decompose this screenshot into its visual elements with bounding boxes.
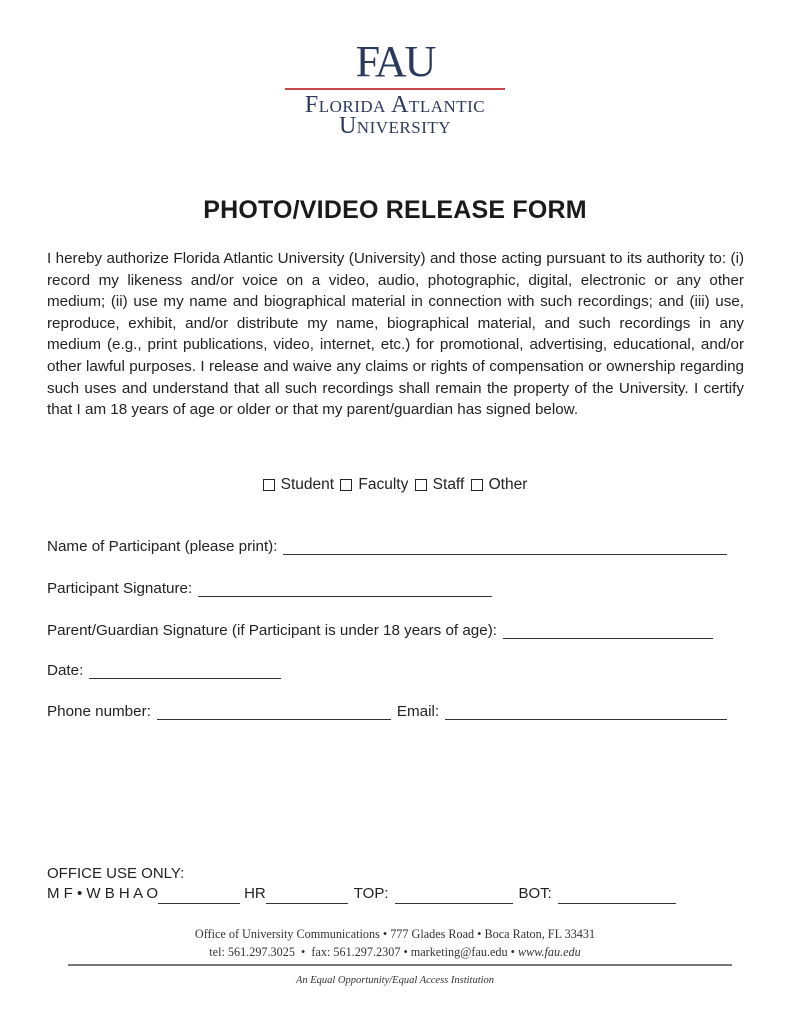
faculty-checkbox[interactable] bbox=[340, 479, 352, 491]
logo-letters: FAU bbox=[355, 37, 435, 86]
form-title: PHOTO/VIDEO RELEASE FORM bbox=[203, 196, 587, 224]
role-option-staff[interactable] bbox=[415, 476, 465, 494]
fau-logo bbox=[285, 37, 505, 139]
equal-opportunity-statement: An Equal Opportunity/Equal Access Institution bbox=[295, 975, 495, 986]
fau-logo-mark bbox=[285, 37, 505, 86]
phone-label: Phone number: bbox=[47, 703, 151, 720]
participant-name-input[interactable] bbox=[283, 540, 727, 555]
email-input[interactable] bbox=[445, 705, 727, 720]
faculty-label: Faculty bbox=[358, 476, 409, 493]
email-label: Email: bbox=[396, 703, 440, 720]
logo-university-name-line1: Florida Atlantic bbox=[304, 92, 486, 118]
student-label: Student bbox=[280, 476, 335, 493]
bot-input[interactable] bbox=[558, 890, 676, 904]
date-field bbox=[47, 662, 281, 679]
date-label: Date: bbox=[47, 662, 84, 679]
staff-label: Staff bbox=[432, 476, 465, 493]
parent-signature-input[interactable] bbox=[503, 624, 713, 639]
other-label: Other bbox=[488, 476, 528, 493]
role-option-faculty[interactable] bbox=[340, 476, 408, 494]
top-input[interactable] bbox=[395, 890, 513, 904]
hr-input[interactable] bbox=[266, 890, 348, 904]
role-option-other[interactable] bbox=[471, 476, 528, 494]
participant-signature-label: Participant Signature: bbox=[47, 580, 193, 597]
logo-red-rule bbox=[285, 88, 505, 90]
office-codes: M F • W B H A O bbox=[47, 885, 159, 902]
role-checkbox-group bbox=[0, 476, 790, 496]
participant-name-field bbox=[47, 538, 727, 555]
phone-input[interactable] bbox=[157, 705, 391, 720]
bot-label: BOT: bbox=[518, 885, 552, 902]
logo-university-name-line2: University bbox=[338, 113, 452, 139]
parent-signature-label: Parent/Guardian Signature (if Participant is under 18 years of age): bbox=[47, 622, 497, 639]
footer-contact bbox=[0, 925, 790, 961]
participant-signature-field bbox=[47, 580, 492, 597]
office-use-row bbox=[47, 884, 676, 904]
participant-signature-input[interactable] bbox=[198, 582, 492, 597]
footer-phone-email: tel: 561.297.3025 • fax: 561.297.2307 • marketing@fau.edu • bbox=[209, 945, 518, 959]
office-use-heading: OFFICE USE ONLY: bbox=[47, 865, 185, 882]
footer-contact-line bbox=[0, 943, 790, 961]
hr-label: HR bbox=[244, 885, 266, 902]
other-checkbox[interactable] bbox=[471, 479, 483, 491]
codes-input[interactable] bbox=[158, 890, 240, 904]
date-input[interactable] bbox=[89, 664, 281, 679]
parent-signature-field bbox=[47, 622, 713, 639]
footer-divider bbox=[68, 964, 732, 966]
role-option-student[interactable] bbox=[263, 476, 334, 494]
release-statement: I hereby authorize Florida Atlantic University (University) and those acting pursuant to its authority to: (i) record my likeness and/or voice on a video, audio, photographic, digital, electronic or any other medium; (ii) use my name and biographical material in connection with such recordings; and (iii) use, reproduce, exhibit, and/or distribute my name, biographical material, and such recordings in any medium (e.g., print publications, video, internet, etc.) for promotional, advertising, educational, and/or other lawful purposes. I release and waive any claims or rights of compensation or ownership regarding such uses and understand that all such recordings shall remain the property of the University. I certify that I am 18 years of age or older or that my parent/guardian has signed below. bbox=[47, 250, 744, 419]
footer-website-link[interactable]: www.fau.edu bbox=[517, 945, 581, 959]
participant-name-label: Name of Participant (please print): bbox=[47, 538, 278, 555]
staff-checkbox[interactable] bbox=[415, 479, 427, 491]
student-checkbox[interactable] bbox=[263, 479, 275, 491]
footer-address: Office of University Communications • 777 Glades Road • Boca Raton, FL 33431 bbox=[194, 927, 596, 941]
office-use-section bbox=[47, 864, 676, 904]
contact-row bbox=[47, 703, 727, 720]
top-label: TOP: bbox=[353, 885, 389, 902]
